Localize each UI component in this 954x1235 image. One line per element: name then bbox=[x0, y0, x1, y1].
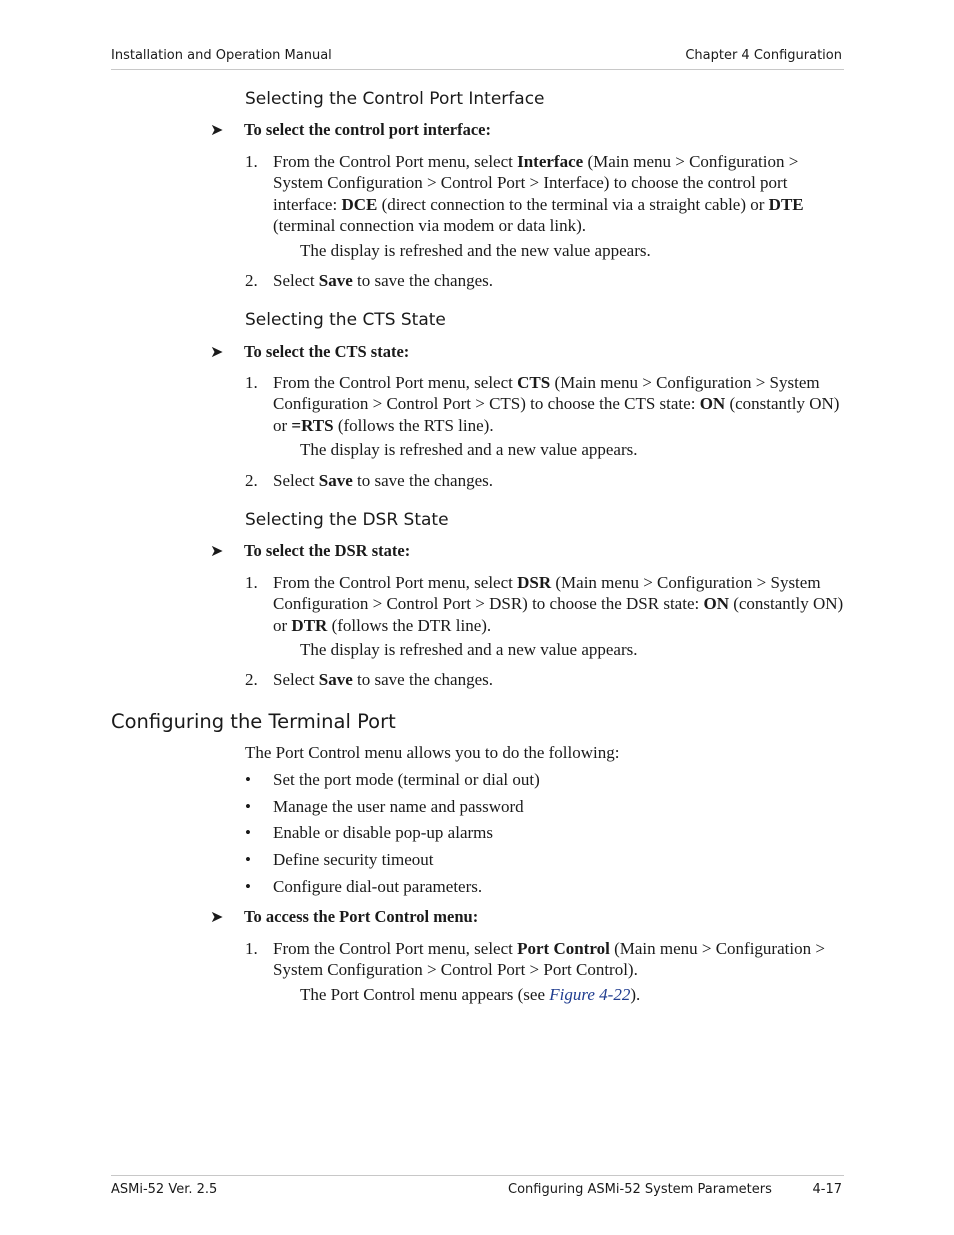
bullet-icon: • bbox=[245, 823, 251, 842]
running-header-right: Chapter 4 Configuration bbox=[685, 48, 842, 63]
procedure-arrow-icon: ➤ bbox=[210, 120, 224, 139]
step-cts-1: 1. From the Control Port menu, select CTS (Main menu > Configuration > System Configuration > Control Port > CTS) to choose the CTS state: ON (constantly ON) or =RTS (follows the RTS line). bbox=[245, 373, 840, 435]
list-item: • Manage the user name and password bbox=[245, 797, 524, 816]
bullet-icon: • bbox=[245, 770, 251, 789]
result-dsr: The display is refreshed and a new value appears. bbox=[300, 640, 638, 659]
procedure-select-cts: ➤ To select the CTS state: bbox=[210, 342, 410, 361]
running-footer-left: ASMi-52 Ver. 2.5 bbox=[111, 1182, 218, 1197]
step-dsr-1: 1. From the Control Port menu, select DSR (Main menu > Configuration > System Configuration > Control Port > DSR) to choose the DSR state: ON (constantly ON) or DTR (follows the DTR line). bbox=[245, 573, 844, 635]
step-interface-1: 1. From the Control Port menu, select Interface (Main menu > Configuration > System Configuration > Control Port > Interface) to choose the control port interface: DCE (direct connection to the terminal via a straight cable) or DTE (terminal connection via modem or data link). bbox=[245, 152, 804, 235]
footer-rule bbox=[111, 1175, 844, 1176]
bullet-icon: • bbox=[245, 850, 251, 869]
heading-dsr-state: Selecting the DSR State bbox=[245, 510, 449, 530]
step-terminal-1: 1. From the Control Port menu, select Port Control (Main menu > Configuration > System Configuration > Control Port > Port Control). bbox=[245, 939, 825, 980]
list-item: • Configure dial-out parameters. bbox=[245, 877, 483, 896]
terminal-intro: The Port Control menu allows you to do the following: bbox=[245, 743, 620, 762]
procedure-select-interface: ➤ To select the control port interface: bbox=[210, 120, 491, 139]
bullet-icon: • bbox=[245, 797, 251, 816]
result-cts: The display is refreshed and a new value appears. bbox=[300, 440, 638, 459]
step-cts-2: 2. Select Save to save the changes. bbox=[245, 471, 493, 490]
heading-configuring-terminal-port: Configuring the Terminal Port bbox=[111, 710, 396, 733]
running-footer-center: Configuring ASMi-52 System Parameters bbox=[508, 1182, 772, 1197]
list-item: • Define security timeout bbox=[245, 850, 434, 869]
procedure-arrow-icon: ➤ bbox=[210, 907, 224, 926]
list-item: • Enable or disable pop-up alarms bbox=[245, 823, 493, 842]
bullet-icon: • bbox=[245, 877, 251, 896]
heading-control-port-interface: Selecting the Control Port Interface bbox=[245, 89, 545, 109]
step-interface-2: 2. Select Save to save the changes. bbox=[245, 271, 493, 290]
figure-4-22-link[interactable]: Figure 4-22 bbox=[549, 985, 631, 1004]
result-interface: The display is refreshed and the new value appears. bbox=[300, 241, 651, 260]
step-dsr-2: 2. Select Save to save the changes. bbox=[245, 670, 493, 689]
heading-cts-state: Selecting the CTS State bbox=[245, 310, 446, 330]
list-item: • Set the port mode (terminal or dial out) bbox=[245, 770, 540, 789]
procedure-select-dsr: ➤ To select the DSR state: bbox=[210, 541, 411, 560]
procedure-access-port-control: ➤ To access the Port Control menu: bbox=[210, 907, 479, 926]
procedure-arrow-icon: ➤ bbox=[210, 541, 224, 560]
running-header-left: Installation and Operation Manual bbox=[111, 48, 332, 63]
page-number: 4-17 bbox=[812, 1182, 842, 1197]
result-terminal: The Port Control menu appears (see Figure 4-22). bbox=[300, 985, 641, 1004]
header-rule bbox=[111, 69, 844, 70]
procedure-arrow-icon: ➤ bbox=[210, 342, 224, 361]
